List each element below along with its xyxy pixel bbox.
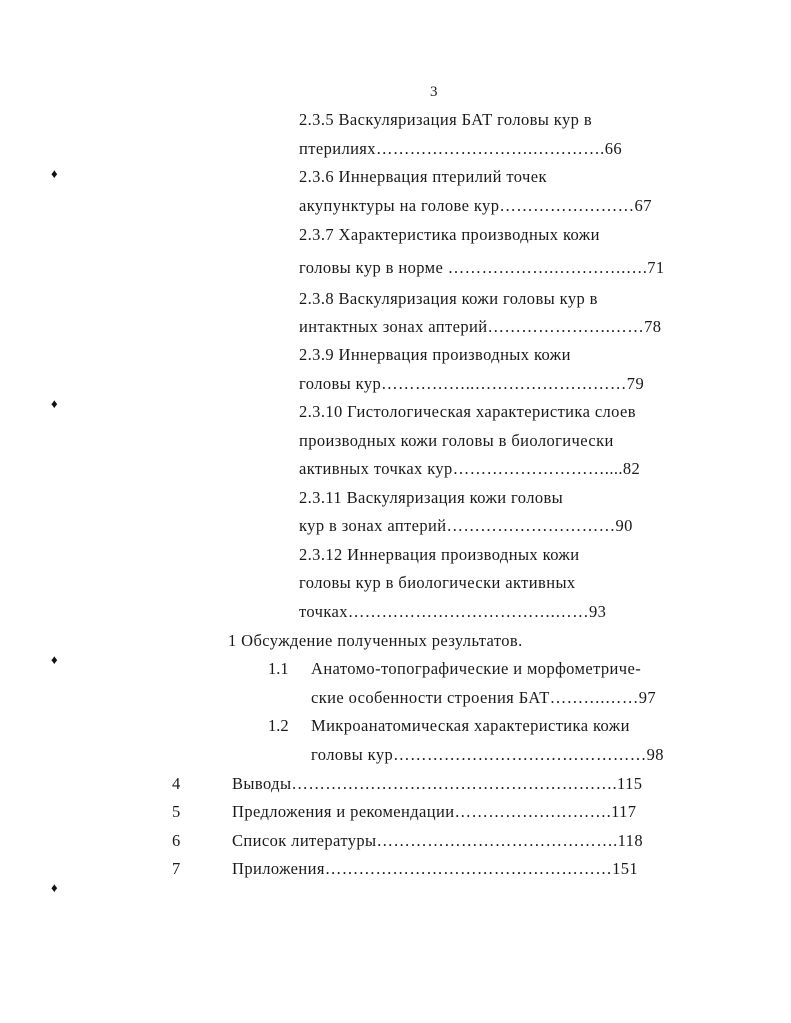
toc-entry-1-1-title: Анатомо-топографические и морфометриче- — [311, 659, 642, 678]
toc-entry-7-number: 7 — [172, 859, 181, 878]
toc-entry-2-3-9-page: головы кур……………..………………………79 — [299, 374, 645, 393]
binder-mark-icon: ♦ — [51, 166, 58, 181]
toc-entry-1-1-page: ские особенности строения БАТ……….……97 — [311, 688, 657, 707]
toc-entry-6-title: Список литературы…………………………………….118 — [232, 831, 643, 850]
toc-entry-2-3-6-title: 2.3.6 Иннервация птерилий точек — [299, 167, 547, 186]
binder-mark-icon: ♦ — [51, 880, 58, 895]
toc-entry-4-number: 4 — [172, 774, 181, 793]
toc-entry-2-3-6-page: акупунктуры на голове кур……………………67 — [299, 196, 652, 215]
toc-entry-2-3-8-title: 2.3.8 Васкуляризация кожи головы кур в — [299, 289, 598, 308]
toc-entry-1-2-page: головы кур………………………………………98 — [311, 745, 664, 764]
toc-entry-7-title: Приложения……………………………………………151 — [232, 859, 639, 878]
toc-entry-1-title: 1 Обсуждение полученных результатов. — [228, 631, 523, 650]
binder-mark-icon: ♦ — [51, 652, 58, 667]
toc-entry-1-1-number: 1.1 — [268, 659, 289, 678]
toc-entry-5-title: Предложения и рекомендации……………………….117 — [232, 802, 637, 821]
toc-entry-2-3-12-title: 2.3.12 Иннервация производных кожи — [299, 545, 580, 564]
toc-entry-2-3-8-page: интактных зонах аптерий………………….……78 — [299, 317, 662, 336]
toc-entry-1-2-title: Микроанатомическая характеристика кожи — [311, 716, 630, 735]
toc-entry-2-3-12-page: точках……………………………….……93 — [299, 602, 607, 621]
toc-entry-2-3-7-title: 2.3.7 Характеристика производных кожи — [299, 225, 600, 244]
toc-entry-1-2-number: 1.2 — [268, 716, 289, 735]
toc-entry-2-3-9-title: 2.3.9 Иннервация производных кожи — [299, 345, 571, 364]
page-number: 3 — [430, 84, 438, 100]
toc-entry-2-3-5-title: 2.3.5 Васкуляризация БАТ головы кур в — [299, 110, 593, 129]
toc-entry-2-3-11-page: кур в зонах аптерий…………………………90 — [299, 516, 633, 535]
toc-entry-2-3-12-line2: головы кур в биологически активных — [299, 573, 576, 592]
binder-mark-icon: ♦ — [51, 396, 58, 411]
toc-entry-2-3-10-page: активных точках кур………………………....82 — [299, 459, 641, 478]
toc-entry-2-3-11-title: 2.3.11 Васкуляризация кожи головы — [299, 488, 564, 507]
toc-entry-5-number: 5 — [172, 802, 181, 821]
toc-entry-2-3-7-page: головы кур в норме ……………….………….….71 — [299, 258, 665, 277]
toc-entry-2-3-5-page: птерилиях……………………….………….66 — [299, 139, 622, 158]
toc-entry-2-3-10-line2: производных кожи головы в биологически — [299, 431, 614, 450]
toc-entry-6-number: 6 — [172, 831, 181, 850]
toc-entry-2-3-10-title: 2.3.10 Гистологическая характеристика слоев — [299, 402, 636, 421]
toc-entry-4-title: Выводы………………………………………………….115 — [232, 774, 643, 793]
